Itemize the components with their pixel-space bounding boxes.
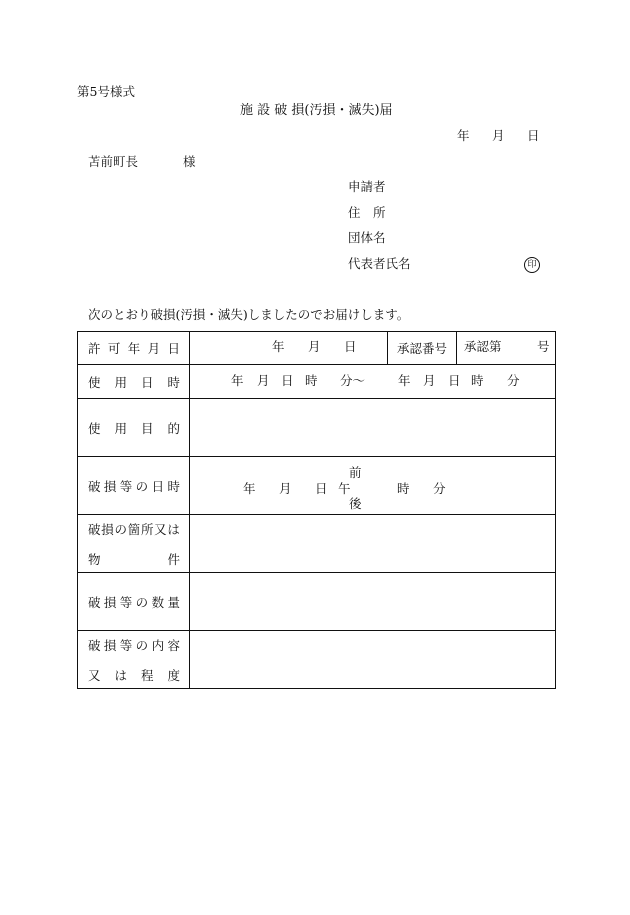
permit-date-label-cell <box>78 332 190 365</box>
document-title: 施 設 破 損(汚損・滅失)届 <box>240 103 393 118</box>
damage-hour: 時 <box>397 480 410 496</box>
permit-year-unit: 年 <box>272 339 285 354</box>
use-to-year: 年 <box>398 372 411 388</box>
permit-day-unit: 日 <box>344 339 357 354</box>
damage-quantity-label: 破 損 等 の 数 量 <box>88 594 180 610</box>
representative-name-label: 代表者氏名 <box>348 256 411 271</box>
use-datetime-label-cell <box>78 365 190 399</box>
approval-number-field[interactable] <box>457 332 556 365</box>
use-from-year: 年 <box>231 372 244 388</box>
damage-quantity-label-cell <box>78 573 190 631</box>
addressee-name: 苫前町長 <box>88 154 139 169</box>
organization-label: 団体名 <box>348 230 386 245</box>
date-year: 年 <box>457 128 470 143</box>
purpose-label: 使 用 目 的 <box>88 420 180 436</box>
damage-detail-label-1: 破 損 等 の 内 容 <box>88 637 180 653</box>
damage-detail-label-cell <box>78 631 190 689</box>
date-month: 月 <box>492 128 505 143</box>
damage-datetime-field[interactable] <box>190 457 556 515</box>
use-datetime-field[interactable] <box>190 365 556 399</box>
damage-datetime-label-cell <box>78 457 190 515</box>
seal-icon: 印 <box>524 257 540 273</box>
damage-day: 日 <box>315 480 328 496</box>
damage-location-label-2: 物 件 <box>88 551 180 567</box>
approval-suffix: 号 <box>537 339 550 354</box>
damage-ampm: 午 <box>338 480 351 496</box>
permit-month-unit: 月 <box>308 339 321 354</box>
damage-location-label-1: 破 損 の 箇 所 又 は <box>88 521 180 537</box>
damage-quantity-field[interactable] <box>190 573 556 631</box>
use-datetime-label: 使 用 日 時 <box>88 374 180 390</box>
date-day: 日 <box>527 128 540 143</box>
purpose-field[interactable] <box>190 399 556 457</box>
address-label: 住 所 <box>348 205 386 220</box>
use-to-month: 月 <box>423 372 436 388</box>
approval-prefix: 承認第 <box>464 339 502 354</box>
damage-detail-label-2: 又 は 程 度 <box>88 667 180 683</box>
use-to-hour: 時 <box>471 372 484 388</box>
damage-pm: 後 <box>349 495 362 511</box>
damage-datetime-label: 破 損 等 の 日 時 <box>88 478 180 494</box>
permit-date-row <box>78 332 556 365</box>
damage-location-row <box>78 515 556 573</box>
use-from-day: 日 <box>281 372 294 388</box>
use-from-hour: 時 <box>305 372 318 388</box>
use-from-month: 月 <box>257 372 270 388</box>
damage-location-label-cell <box>78 515 190 573</box>
use-to-day: 日 <box>448 372 461 388</box>
damage-detail-row <box>78 631 556 689</box>
purpose-row <box>78 399 556 457</box>
damage-location-field[interactable] <box>190 515 556 573</box>
use-datetime-row <box>78 365 556 399</box>
damage-quantity-row <box>78 573 556 631</box>
use-from-minute: 分〜 <box>340 372 366 388</box>
damage-am: 前 <box>349 464 362 480</box>
report-table <box>77 331 556 689</box>
damage-detail-field[interactable] <box>190 631 556 689</box>
use-to-minute: 分 <box>507 372 520 388</box>
damage-minute: 分 <box>433 480 446 496</box>
addressee-honorific: 様 <box>183 154 196 169</box>
intro-text: 次のとおり破損(汚損・滅失)しましたのでお届けします。 <box>88 307 410 322</box>
permit-date-field[interactable] <box>190 332 388 365</box>
approval-number-label: 承認番号 <box>388 332 457 365</box>
applicant-label: 申請者 <box>348 179 386 194</box>
damage-month: 月 <box>279 480 292 496</box>
damage-year: 年 <box>243 480 256 496</box>
form-number: 第5号様式 <box>77 84 135 99</box>
damage-datetime-row <box>78 457 556 515</box>
purpose-label-cell <box>78 399 190 457</box>
permit-date-label: 許 可 年 月 日 <box>88 341 180 356</box>
